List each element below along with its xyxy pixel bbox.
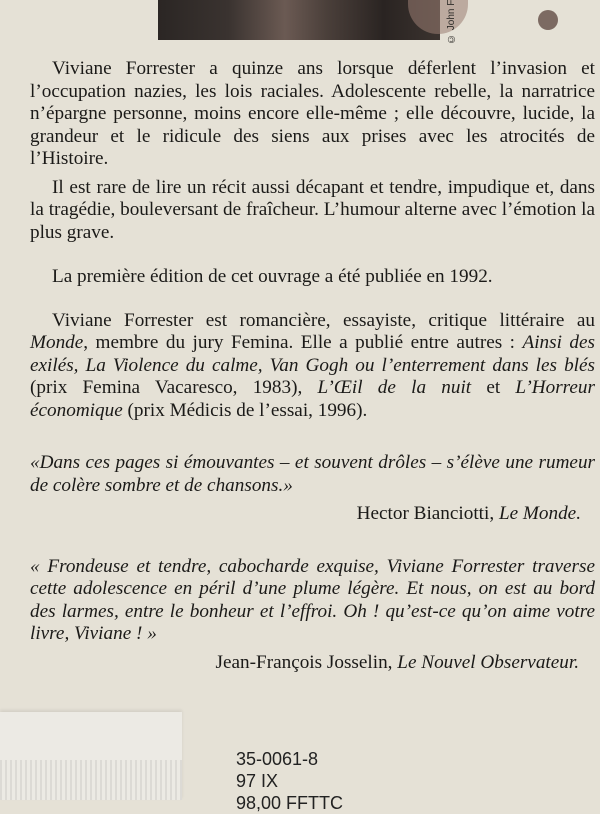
back-cover-text xyxy=(30,58,595,674)
bio-books-1: Ainsi des exilés, La Violence du calme, Van Gogh ou l’enterrement dans les blés xyxy=(30,332,595,376)
photo-credit: © John F xyxy=(446,0,457,44)
review-signature-2 xyxy=(30,652,595,675)
review-author-1: Hector Bianciotti, xyxy=(356,503,499,524)
edition-note: La première édition de cet ouvrage a été publiée en 1992. xyxy=(52,266,493,287)
price-label xyxy=(236,748,344,813)
summary-paragraph: Viviane Forrester a quinze ans lorsque déferlent l’invasion et l’occupation nazies, les lois raciales. Adolescente rebelle, la narratrice n’épargne personne, moins encore elle-même ; elle découvre, lucide, la grandeur et le ridicule des siens aux prises avec les atrocités de l’Histoire. xyxy=(30,58,595,169)
bio-text-4: et xyxy=(471,377,516,398)
barcode xyxy=(0,760,182,800)
bio-text-3: (prix Femina Vacaresco, 1983), xyxy=(30,377,318,398)
label-code: 35-0061-8 xyxy=(236,749,319,769)
review-quote-2: « Frondeuse et tendre, cabocharde exquise, Viviane Forrester traverse cette adolescence en péril d’une plume légère. Et nous, on est au bord des larmes, entre le bonheur et l’effroi. Oh ! qu’est-ce qu’on aime votre livre, Viviane ! » xyxy=(30,555,595,644)
review-source-2: Le Nouvel Observateur. xyxy=(397,651,579,673)
appraisal-paragraph: Il est rare de lire un récit aussi décapant et tendre, impudique et, dans la tragédie, bouleversant de fraîcheur. L’humour alterne avec l’émotion la plus grave. xyxy=(30,176,595,243)
photo-detail-ring xyxy=(538,10,558,30)
review-signature-1 xyxy=(30,503,595,526)
label-price: 98,00 FFTTC xyxy=(236,793,344,813)
bio-newspaper: Monde xyxy=(30,332,84,353)
review-source-1: Le Monde. xyxy=(498,503,581,524)
review-author-2: Jean-François Josselin, xyxy=(215,651,398,673)
review-quote-1: «Dans ces pages si émouvantes – et souvent drôles – s’élève une rumeur de colère sombre et de chansons.» xyxy=(30,452,595,496)
bio-books-3: L’Horreur économique xyxy=(30,377,595,421)
label-date: 97 IX xyxy=(236,771,279,791)
author-photo xyxy=(158,0,440,40)
author-bio xyxy=(30,310,595,423)
cover-photo-strip xyxy=(0,0,600,45)
bio-text-1: Viviane Forrester est romancière, essayiste, critique littéraire au xyxy=(52,309,595,331)
bio-books-2: L’Œil de la nuit xyxy=(317,377,472,398)
bio-text-5: (prix Médicis de l’essai, 1996). xyxy=(122,399,368,421)
bio-text-2: , membre du jury Femina. Elle a publié entre autres : xyxy=(83,332,523,353)
